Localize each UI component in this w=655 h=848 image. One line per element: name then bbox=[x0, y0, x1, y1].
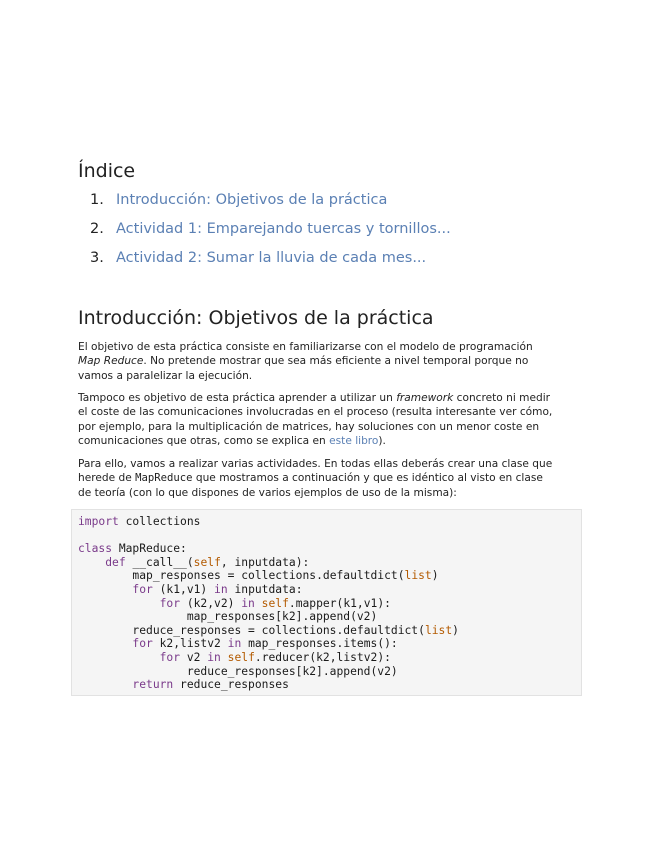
code-listing bbox=[78, 515, 459, 692]
toc-item bbox=[90, 221, 451, 250]
code-line: map_responses = collections.defaultdict(list) bbox=[132, 569, 439, 583]
paragraph-text: ). bbox=[378, 435, 386, 448]
paragraph-text: El objetivo de esta práctica consiste en familiarizarse con el modelo de programación bbox=[78, 341, 533, 353]
inline-code: MapReduce bbox=[135, 472, 193, 485]
paragraph-text: . No pretende mostrar que sea más eficiente a nivel temporal porque no vamos a paralelizar la ejecución. bbox=[78, 355, 529, 382]
code-line: return reduce_responses bbox=[132, 678, 289, 692]
paragraph-actividades bbox=[78, 457, 556, 500]
paragraph-text: Para ello, vamos a realizar varias actividades. En todas ellas deberás crear una clase que herede de bbox=[78, 458, 553, 485]
code-block bbox=[71, 509, 582, 696]
book-link[interactable]: este libro bbox=[329, 435, 379, 448]
paragraph-text: que mostramos a continuación y que es idéntico al visto en clase de teoría (con lo que dispones de varios ejemplos de uso de la misma): bbox=[78, 472, 543, 499]
code-line: for k2,listv2 in map_responses.items(): bbox=[132, 637, 398, 651]
code-line: reduce_responses[k2].append(v2) bbox=[186, 664, 398, 678]
paragraph-objetivo bbox=[78, 340, 556, 383]
paragraph-text: Tampoco es objetivo de esta práctica aprender a utilizar un bbox=[78, 392, 397, 404]
code-line: for v2 in self.reducer(k2,listv2): bbox=[159, 650, 391, 664]
toc-link-introduccion[interactable]: Introducción: Objetivos de la práctica bbox=[116, 192, 388, 208]
toc-link-actividad-2[interactable]: Actividad 2: Sumar la lluvia de cada mes... bbox=[116, 250, 427, 266]
code-line: import collections bbox=[78, 515, 201, 528]
table-of-contents bbox=[90, 192, 451, 279]
toc-item-number: 2. bbox=[90, 221, 104, 237]
toc-link-actividad-1[interactable]: Actividad 1: Emparejando tuercas y tornillos... bbox=[116, 221, 451, 237]
section-heading-introduccion: Introducción: Objetivos de la práctica bbox=[78, 307, 434, 329]
toc-item bbox=[90, 192, 451, 221]
code-line: reduce_responses = collections.defaultdict(list) bbox=[132, 623, 459, 637]
emphasis-text: Map Reduce bbox=[78, 355, 144, 368]
paragraph-text: concreto ni medir el coste de las comunicaciones involucradas en el proceso (resulta interesante ver cómo, por ejemplo, para la multiplicación de matrices, hay soluciones con un menor coste en comunicaciones que otras, como se explica en bbox=[78, 392, 553, 448]
paragraph-tampoco bbox=[78, 391, 556, 449]
code-line: class MapReduce: bbox=[78, 542, 187, 556]
toc-item-number: 1. bbox=[90, 192, 104, 208]
code-line: for (k2,v2) in self.mapper(k1,v1): bbox=[159, 596, 391, 610]
emphasis-text: framework bbox=[396, 392, 454, 404]
toc-item-number: 3. bbox=[90, 250, 104, 266]
code-line: def __call__(self, inputdata): bbox=[105, 555, 310, 569]
toc-item bbox=[90, 250, 451, 279]
toc-heading: Índice bbox=[78, 160, 136, 182]
code-line: for (k1,v1) in inputdata: bbox=[132, 582, 303, 596]
code-line: map_responses[k2].append(v2) bbox=[186, 610, 378, 624]
